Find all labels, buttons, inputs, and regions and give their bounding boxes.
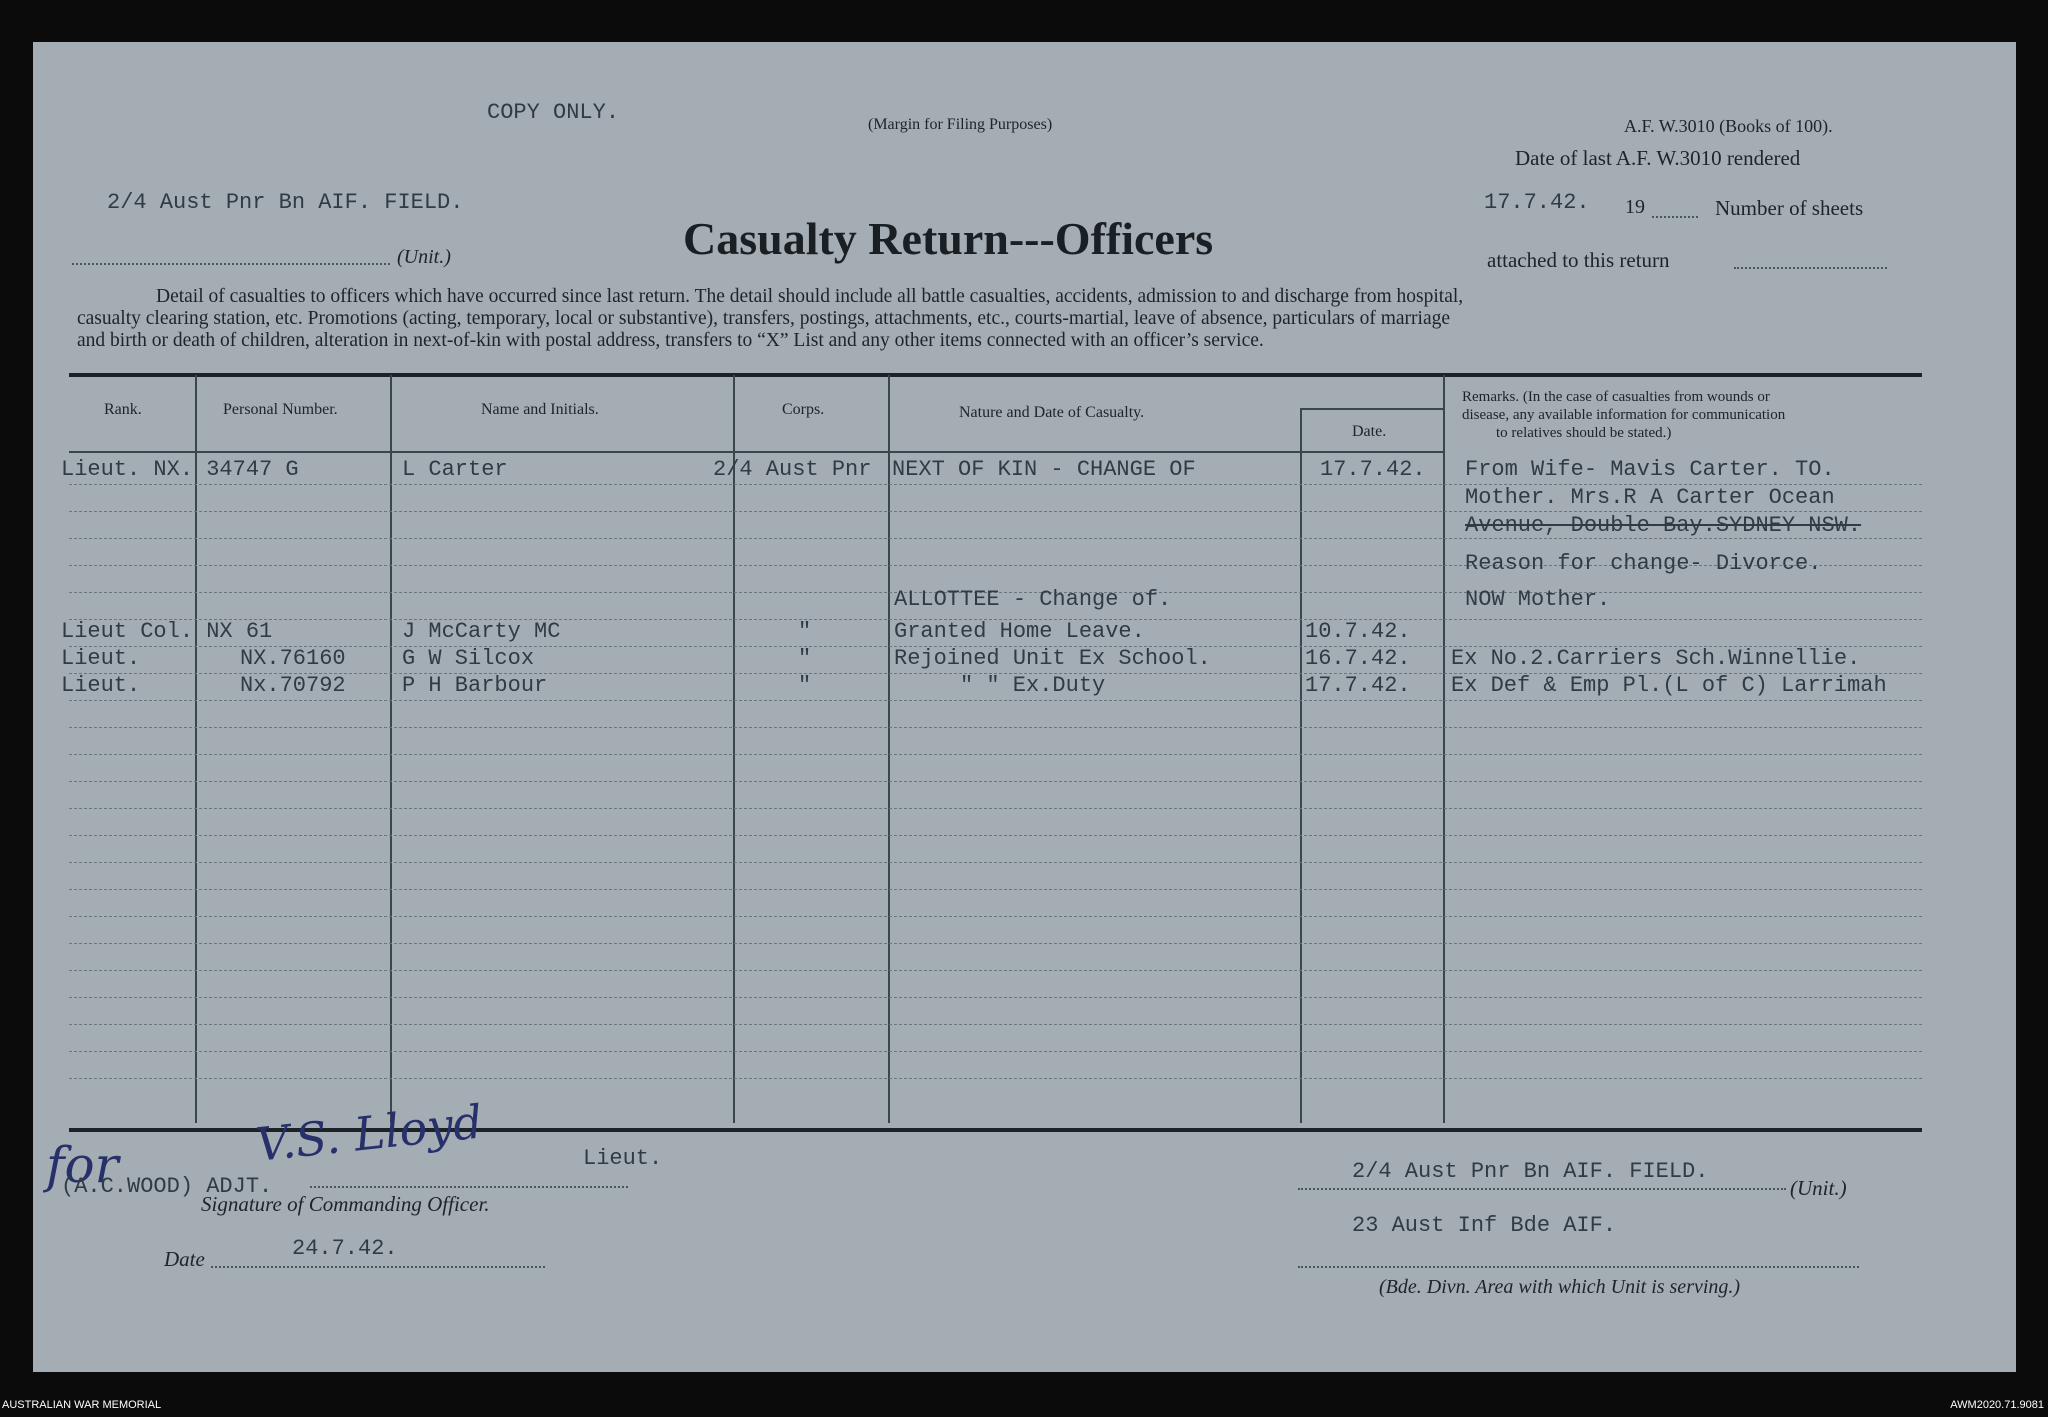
column-header-corps: Corps. (782, 401, 825, 418)
entry-remarks: Ex No.2.Carriers Sch.Winnellie. (1451, 646, 1861, 671)
signature-label: Signature of Commanding Officer. (201, 1192, 490, 1216)
entry-remarks: Mother. Mrs.R A Carter Ocean (1465, 485, 1835, 510)
entry-personal-number: Nx.70792 (240, 673, 346, 698)
table-top-rule (69, 373, 1922, 377)
margin-note: (Margin for Filing Purposes) (868, 116, 1053, 133)
column-header-remarks: Remarks. (In the case of casualties from wounds or (1462, 389, 1770, 405)
brigade-dotted-line (1298, 1266, 1859, 1268)
ruled-line (69, 916, 1922, 917)
entry-nature: ALLOTTEE - Change of. (894, 587, 1172, 612)
ruled-line (69, 943, 1922, 944)
entry-nature: NEXT OF KIN - CHANGE OF (892, 457, 1196, 482)
column-divider (733, 375, 735, 1123)
date-last-label: Date of last A.F. W.3010 rendered (1515, 146, 1801, 170)
column-divider (195, 375, 197, 1123)
entry-date: 17.7.42. (1320, 457, 1426, 482)
instructions-line-2: casualty clearing station, etc. Promotions (acting, temporary, local or substantive), transfers, postings, attachments, etc., courts-martial, leave of absence, particulars of marriage (77, 308, 1451, 329)
unit-value: 2/4 Aust Pnr Bn AIF. FIELD. (107, 190, 464, 215)
entry-date: 16.7.42. (1305, 646, 1411, 671)
column-header-rank: Rank. (104, 401, 142, 418)
brigade-label: (Bde. Divn. Area with which Unit is serving.) (1379, 1276, 1741, 1298)
ruled-line (69, 1078, 1922, 1079)
entry-corps: 2/4 Aust Pnr (713, 457, 872, 482)
entry-corps: " (798, 646, 812, 671)
entry-nature: Granted Home Leave. (894, 619, 1145, 644)
signatory-name: (A.C.WOOD) ADJT. (61, 1174, 273, 1199)
signature-date-value: 24.7.42. (292, 1236, 398, 1261)
ruled-line (69, 754, 1922, 755)
ruled-line (69, 727, 1922, 728)
entry-corps: " (798, 619, 812, 644)
page-title: Casualty Return---Officers (683, 213, 1214, 264)
ruled-line (69, 808, 1922, 809)
ruled-line (69, 889, 1922, 890)
column-header-remarks: disease, any available information for communication (1462, 407, 1786, 423)
column-divider (1443, 375, 1445, 1123)
entry-nature: " " Ex.Duty (960, 673, 1106, 698)
entry-name: J McCarty MC (402, 619, 561, 644)
sheets-label: Number of sheets (1715, 196, 1864, 220)
brigade-value: 23 Aust Inf Bde AIF. (1352, 1213, 1617, 1238)
entry-rank-number: Lieut Col. NX 61 (61, 619, 273, 644)
entry-remarks: NOW Mother. (1465, 587, 1611, 612)
for-handwritten-mark: for (46, 1136, 119, 1194)
entry-rank: Lieut. (61, 673, 141, 698)
instructions-line-1: Detail of casualties to officers which have occurred since last return. The detail should include all battle casualties, accidents, admission to and discharge from hospital, (156, 286, 1464, 307)
column-divider (390, 375, 392, 1123)
entry-name: L Carter (402, 457, 508, 482)
ruled-line (69, 700, 1922, 701)
attached-dotted-line (1734, 267, 1887, 269)
ruled-line (69, 1024, 1922, 1025)
signature-date-dotted-line (211, 1266, 545, 1268)
unit-label: (Unit.) (397, 246, 451, 268)
entry-rank: Lieut. (61, 646, 141, 671)
column-header-date: Date. (1352, 423, 1387, 440)
entry-date: 10.7.42. (1305, 619, 1411, 644)
signature-rank: Lieut. (583, 1146, 663, 1171)
column-divider (888, 375, 890, 1123)
ruled-line (69, 835, 1922, 836)
ruled-line (69, 538, 1922, 539)
entry-name: G W Silcox (402, 646, 535, 671)
entry-date: 17.7.42. (1305, 673, 1411, 698)
year-dotted-line (1652, 216, 1698, 218)
column-header-personal-number: Personal Number. (223, 401, 338, 418)
column-divider (1300, 408, 1302, 1123)
ruled-line (69, 1051, 1922, 1052)
column-header-nature: Nature and Date of Casualty. (959, 404, 1145, 421)
entry-name: P H Barbour (402, 673, 548, 698)
ruled-line (69, 997, 1922, 998)
header-date-value: 17.7.42. (1484, 190, 1590, 215)
entry-personal-number: NX.76160 (240, 646, 346, 671)
date-header-separator (1302, 408, 1444, 410)
footer-left: AUSTRALIAN WAR MEMORIAL (2, 1399, 162, 1411)
ruled-line (69, 781, 1922, 782)
ruled-line (69, 970, 1922, 971)
footer-unit-value: 2/4 Aust Pnr Bn AIF. FIELD. (1352, 1159, 1709, 1184)
entry-remarks: Ex Def & Emp Pl.(L of C) Larrimah (1451, 673, 1887, 698)
entry-remarks: Reason for change- Divorce. (1465, 551, 1822, 576)
entry-corps: " (798, 673, 812, 698)
column-header-remarks: to relatives should be stated.) (1496, 425, 1672, 441)
footer-unit-label: (Unit.) (1790, 1176, 1847, 1200)
entry-nature: Rejoined Unit Ex School. (894, 646, 1211, 671)
column-header-name: Name and Initials. (481, 401, 599, 418)
signature-date-label: Date (164, 1247, 205, 1271)
year-prefix: 19 (1625, 196, 1645, 218)
entry-rank-number: Lieut. NX. 34747 G (61, 457, 299, 482)
form-code: A.F. W.3010 (Books of 100). (1624, 116, 1833, 136)
ruled-line (69, 511, 1922, 512)
instructions-line-3: and birth or death of children, alteration in next-of-kin with postal address, transfers to “X” List and any other items connected with an officer’s service. (77, 330, 1264, 351)
handwritten-signature: V.S. Lloyd (253, 1094, 485, 1172)
ruled-line (69, 862, 1922, 863)
entry-remarks: From Wife- Mavis Carter. TO. (1465, 457, 1835, 482)
footer-right: AWM2020.71.9081 (1950, 1399, 2044, 1411)
entry-remarks: Avenue, Double Bay.SYDNEY NSW. (1465, 513, 1862, 538)
footer-unit-dotted-line (1298, 1188, 1786, 1190)
signature-dotted-line (310, 1186, 628, 1188)
header-separator (69, 451, 1444, 453)
unit-dotted-line (72, 263, 390, 265)
copy-only-stamp: COPY ONLY. (487, 100, 620, 125)
attached-label: attached to this return (1487, 248, 1670, 272)
